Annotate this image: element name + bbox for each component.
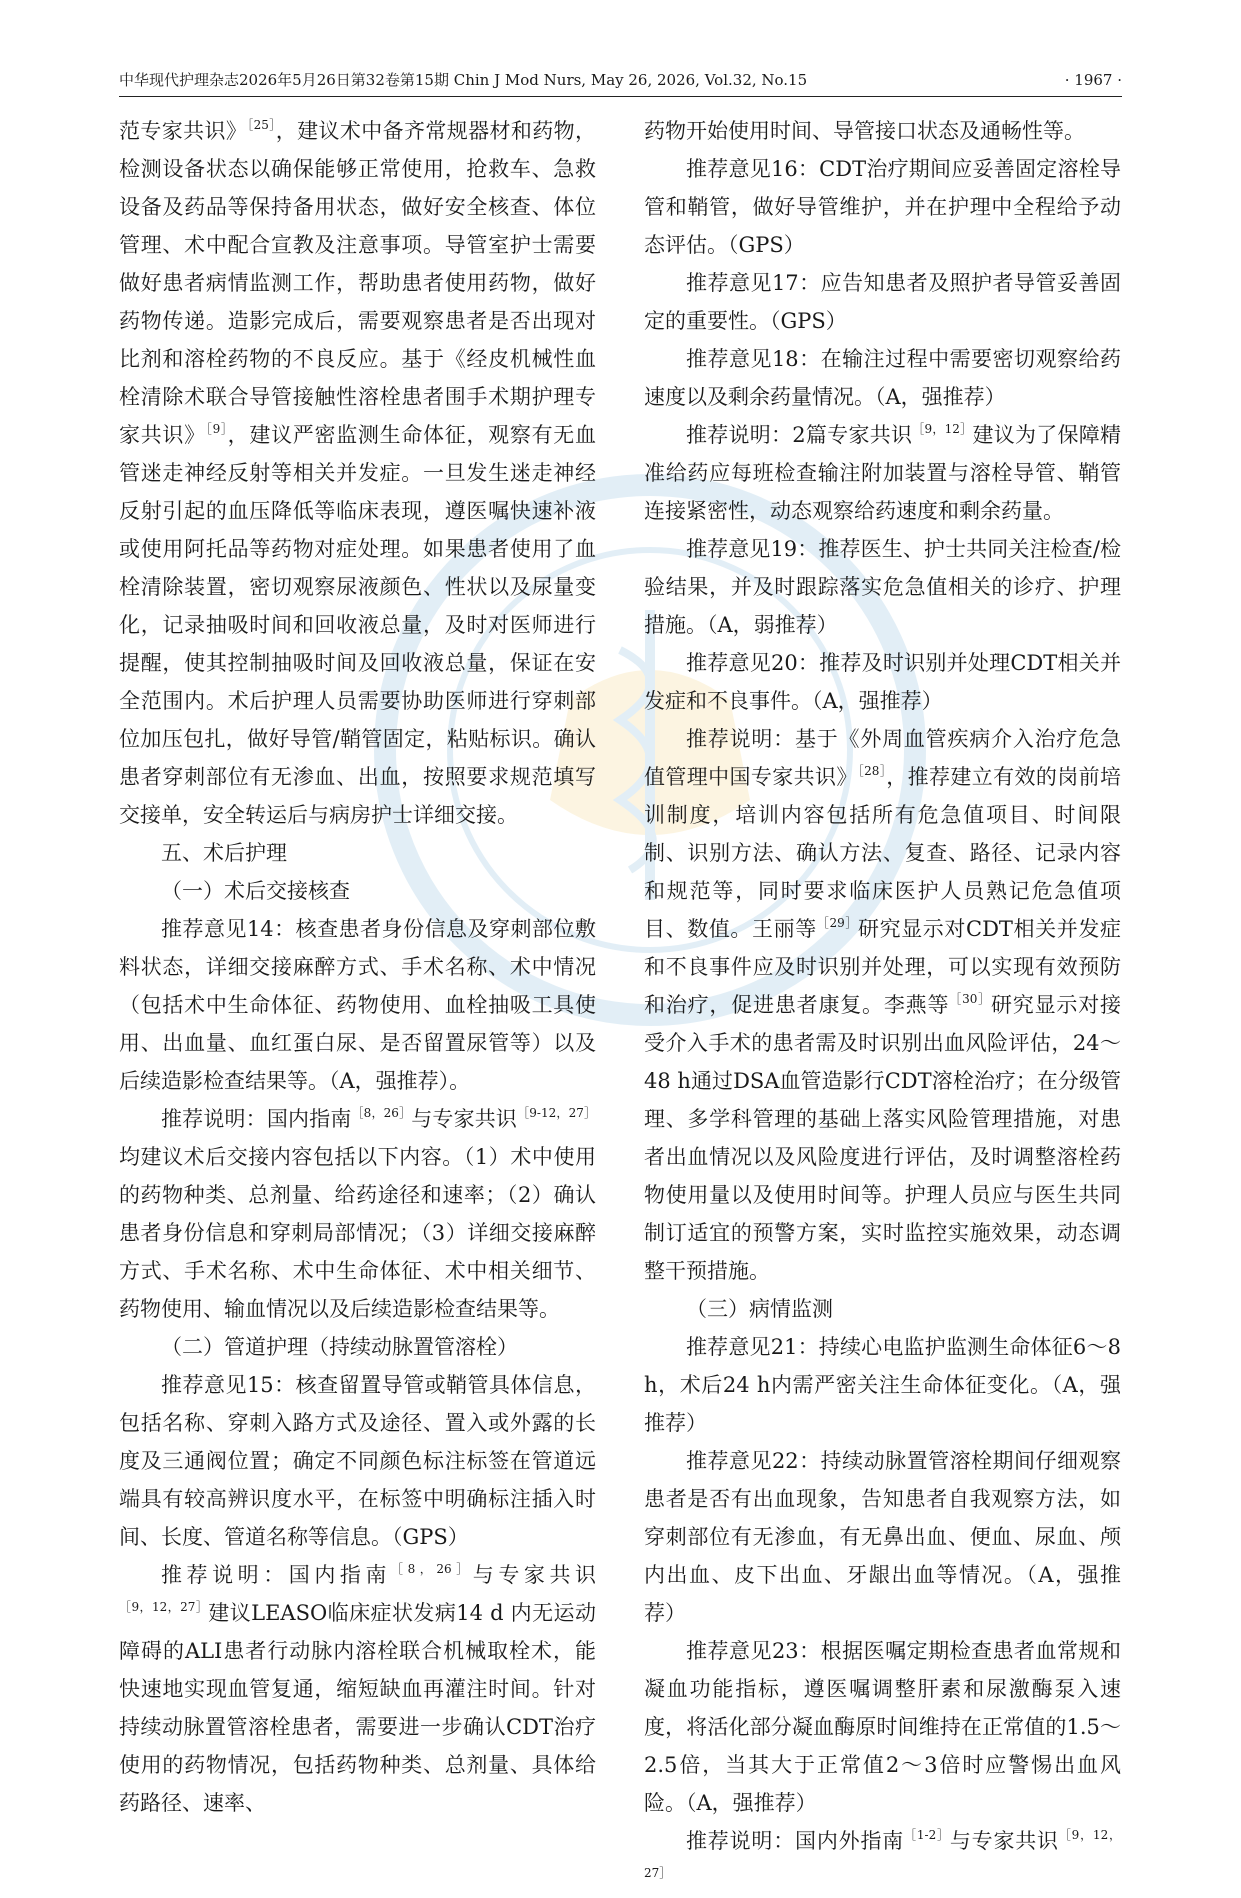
text-run: 推荐意见20：推荐及时识别并处理CDT相关并发症和不良事件。（A，强推荐） <box>644 651 1121 713</box>
text-run: ，建议严密监测生命体征，观察有无血管迷走神经反射等相关并发症。一旦发生迷走神经反射引起的血压降低等临床表现，遵医嘱快速补液或使用阿托品等药物对症处理。如果患者使用了血栓清除装置，密切观察尿液颜色、性状以及尿量变化，记录抽吸时间和回收液总量，及时对医师进行提醒，使其控制抽吸时间及回收液总量，保证在安全范围内。术后护理人员需要协助医师进行穿刺部位加压包扎，做好导管/鞘管固定，粘贴标识。确认患者穿刺部位有无渗血、出血，按照要求规范填写交接单，安全转运后与病房护士详细交接。 <box>119 423 597 827</box>
paragraph <box>644 644 1121 720</box>
citation-ref: ［9，12］ <box>912 422 973 436</box>
paragraph <box>644 530 1121 644</box>
text-run: 建议LEASO临床症状发病14 d 内无运动障碍的ALI患者行动脉内溶栓联合机械取栓术，能快速地实现血管复通，缩短缺血再灌注时间。针对持续动脉置管溶栓患者，需要进一步确认CDT治疗使用的药物情况，包括药物种类、总剂量、具体给药路径、速率、 <box>119 1601 596 1815</box>
text-run: 推荐说明：2篇专家共识 <box>686 423 913 447</box>
paragraph <box>119 910 596 1100</box>
citation-ref: ［1-2］ <box>904 1828 950 1842</box>
text-run: 与专家共识 <box>472 1563 597 1587</box>
citation-ref: ［8，26］ <box>391 1562 473 1576</box>
paragraph <box>644 1328 1121 1442</box>
text-run: 推荐意见16：CDT治疗期间应妥善固定溶栓导管和鞘管，做好导管维护，并在护理中全程给予动态评估。（GPS） <box>644 157 1121 257</box>
citation-ref: ［30］ <box>949 992 991 1006</box>
citation-ref: ［29］ <box>816 916 858 930</box>
text-run: 均建议术后交接内容包括以下内容。（1）术中使用的药物种类、总剂量、给药途径和速率；（2）确认患者身份信息和穿刺局部情况；（3）详细交接麻醉方式、手术名称、术中生命体征、术中相关细节、药物使用、输血情况以及后续造影检查结果等。 <box>119 1145 596 1321</box>
text-run: （三）病情监测 <box>686 1297 833 1321</box>
text-run: 推荐意见19：推荐医生、护士共同关注检查/检验结果，并及时跟踪落实危急值相关的诊疗、护理措施。（A，弱推荐） <box>644 537 1121 637</box>
citation-ref: ［28］ <box>857 764 887 778</box>
journal-citation: 中华现代护理杂志2026年5月26日第32卷第15期 Chin J Mod Nurs, May 26, 2026, Vol.32, No.15 <box>119 71 808 89</box>
page-number: · 1967 · <box>1064 71 1122 89</box>
text-run: 药物开始使用时间、导管接口状态及通畅性等。 <box>644 119 1085 143</box>
section-heading <box>119 872 596 910</box>
text-run: 与专家共识 <box>411 1107 518 1131</box>
text-run: 与专家共识 <box>949 1829 1059 1853</box>
paragraph <box>119 1366 596 1556</box>
citation-ref: ［25］ <box>247 118 276 132</box>
paragraph <box>644 112 1121 150</box>
paragraph <box>644 1442 1121 1632</box>
citation-ref: ［9，12，27］ <box>644 1828 1122 1880</box>
left-column <box>119 112 596 1822</box>
text-run: 五、术后护理 <box>161 841 287 865</box>
right-column <box>644 112 1121 1898</box>
paragraph <box>119 1100 596 1328</box>
section-heading <box>119 834 596 872</box>
paragraph <box>644 264 1121 340</box>
text-run: 推荐说明：国内指南 <box>161 1107 352 1131</box>
paragraph <box>644 416 1121 530</box>
paragraph <box>644 340 1121 416</box>
paragraph <box>644 150 1121 264</box>
text-run: 推荐意见23：根据医嘱定期检查患者血常规和凝血功能指标，遵医嘱调整肝素和尿激酶泵入速度，将活化部分凝血酶原时间维持在正常值的1.5～2.5倍，当其大于正常值2～3倍时应警惕出血风险。（A，强推荐） <box>644 1639 1121 1815</box>
text-run: （一）术后交接核查 <box>161 879 350 903</box>
text-run: （二）管道护理（持续动脉置管溶栓） <box>161 1335 518 1359</box>
text-run: 推荐说明：国内指南 <box>161 1563 392 1587</box>
text-run: 范专家共识》 <box>119 119 248 143</box>
paragraph <box>644 720 1121 1290</box>
text-run: 推荐意见21：持续心电监护监测生命体征6～8 h，术后24 h内需严密关注生命体征变化。（A，强推荐） <box>644 1335 1121 1435</box>
paragraph <box>644 1822 1121 1898</box>
text-run: 推荐意见15：核查留置导管或鞘管具体信息，包括名称、穿刺入路方式及途径、置入或外露的长度及三通阀位置；确定不同颜色标注标签在管道远端具有较高辨识度水平，在标签中明确标注插入时间、长度、管道名称等信息。（GPS） <box>119 1373 596 1549</box>
text-run: ，建议术中备齐常规器材和药物，检测设备状态以确保能够正常使用，抢救车、急救设备及药品等保持备用状态，做好安全核查、体位管理、术中配合宣教及注意事项。导管室护士需要做好患者病情监测工作，帮助患者使用药物，做好药物传递。造影完成后，需要观察患者是否出现对比剂和溶栓药物的不良反应。基于《经皮机械性血栓清除术联合导管接触性溶栓患者围手术期护理专家共识》 <box>119 119 597 447</box>
citation-ref: ［9-12，27］ <box>517 1106 597 1120</box>
section-heading <box>119 1328 596 1366</box>
paragraph <box>119 112 596 834</box>
text-run: 推荐说明：基于《外周血管疾病介入治疗危急值管理中国专家共识》 <box>644 727 1121 789</box>
paragraph <box>644 1632 1121 1822</box>
text-run: 推荐意见18：在输注过程中需要密切观察给药速度以及剩余药量情况。（A，强推荐） <box>644 347 1121 409</box>
text-run: 建议为了保障精准给药应每班检查输注附加装置与溶栓导管、鞘管连接紧密性，动态观察给药速度和剩余药量。 <box>644 423 1122 523</box>
text-run: 研究显示对CDT相关并发症和不良事件应及时识别并处理，可以实现有效预防和治疗，促进患者康复。李燕等 <box>644 917 1121 1017</box>
text-run: ，推荐建立有效的岗前培训制度，培训内容包括所有危急值项目、时间限制、识别方法、确认方法、复查、路径、记录内容和规范等，同时要求临床医护人员熟记危急值项目、数值。王丽等 <box>644 765 1122 941</box>
text-run: 推荐意见22：持续动脉置管溶栓期间仔细观察患者是否有出血现象，告知患者自我观察方法，如穿刺部位有无渗血，有无鼻出血、便血、尿血、颅内出血、皮下出血、牙龈出血等情况。（A，强推荐） <box>644 1449 1121 1625</box>
text-run: 推荐意见17：应告知患者及照护者导管妥善固定的重要性。（GPS） <box>644 271 1121 333</box>
text-run: 推荐说明：国内外指南 <box>686 1829 905 1853</box>
citation-ref: ［9，12，27］ <box>119 1600 209 1614</box>
text-run: 研究显示对接受介入手术的患者需及时识别出血风险评估，24～48 h通过DSA血管造影行CDT溶栓治疗；在分级管理、多学科管理的基础上落实风险管理措施，对患者出血情况以及风险度进行评估，及时调整溶栓药物使用量以及使用时间等。护理人员应与医生共同制订适宜的预警方案，实时监控实施效果，动态调整干预措施。 <box>644 993 1121 1283</box>
citation-ref: ［8，26］ <box>351 1106 412 1120</box>
text-run: 推荐意见14：核查患者身份信息及穿刺部位敷料状态，详细交接麻醉方式、手术名称、术中情况（包括术中生命体征、药物使用、血栓抽吸工具使用、出血量、血红蛋白尿、是否留置尿管等）以及后续造影检查结果等。（A，强推荐）。 <box>119 917 596 1093</box>
paragraph <box>119 1556 596 1822</box>
running-header <box>119 66 1122 97</box>
citation-ref: ［9］ <box>205 422 228 436</box>
section-heading <box>644 1290 1121 1328</box>
